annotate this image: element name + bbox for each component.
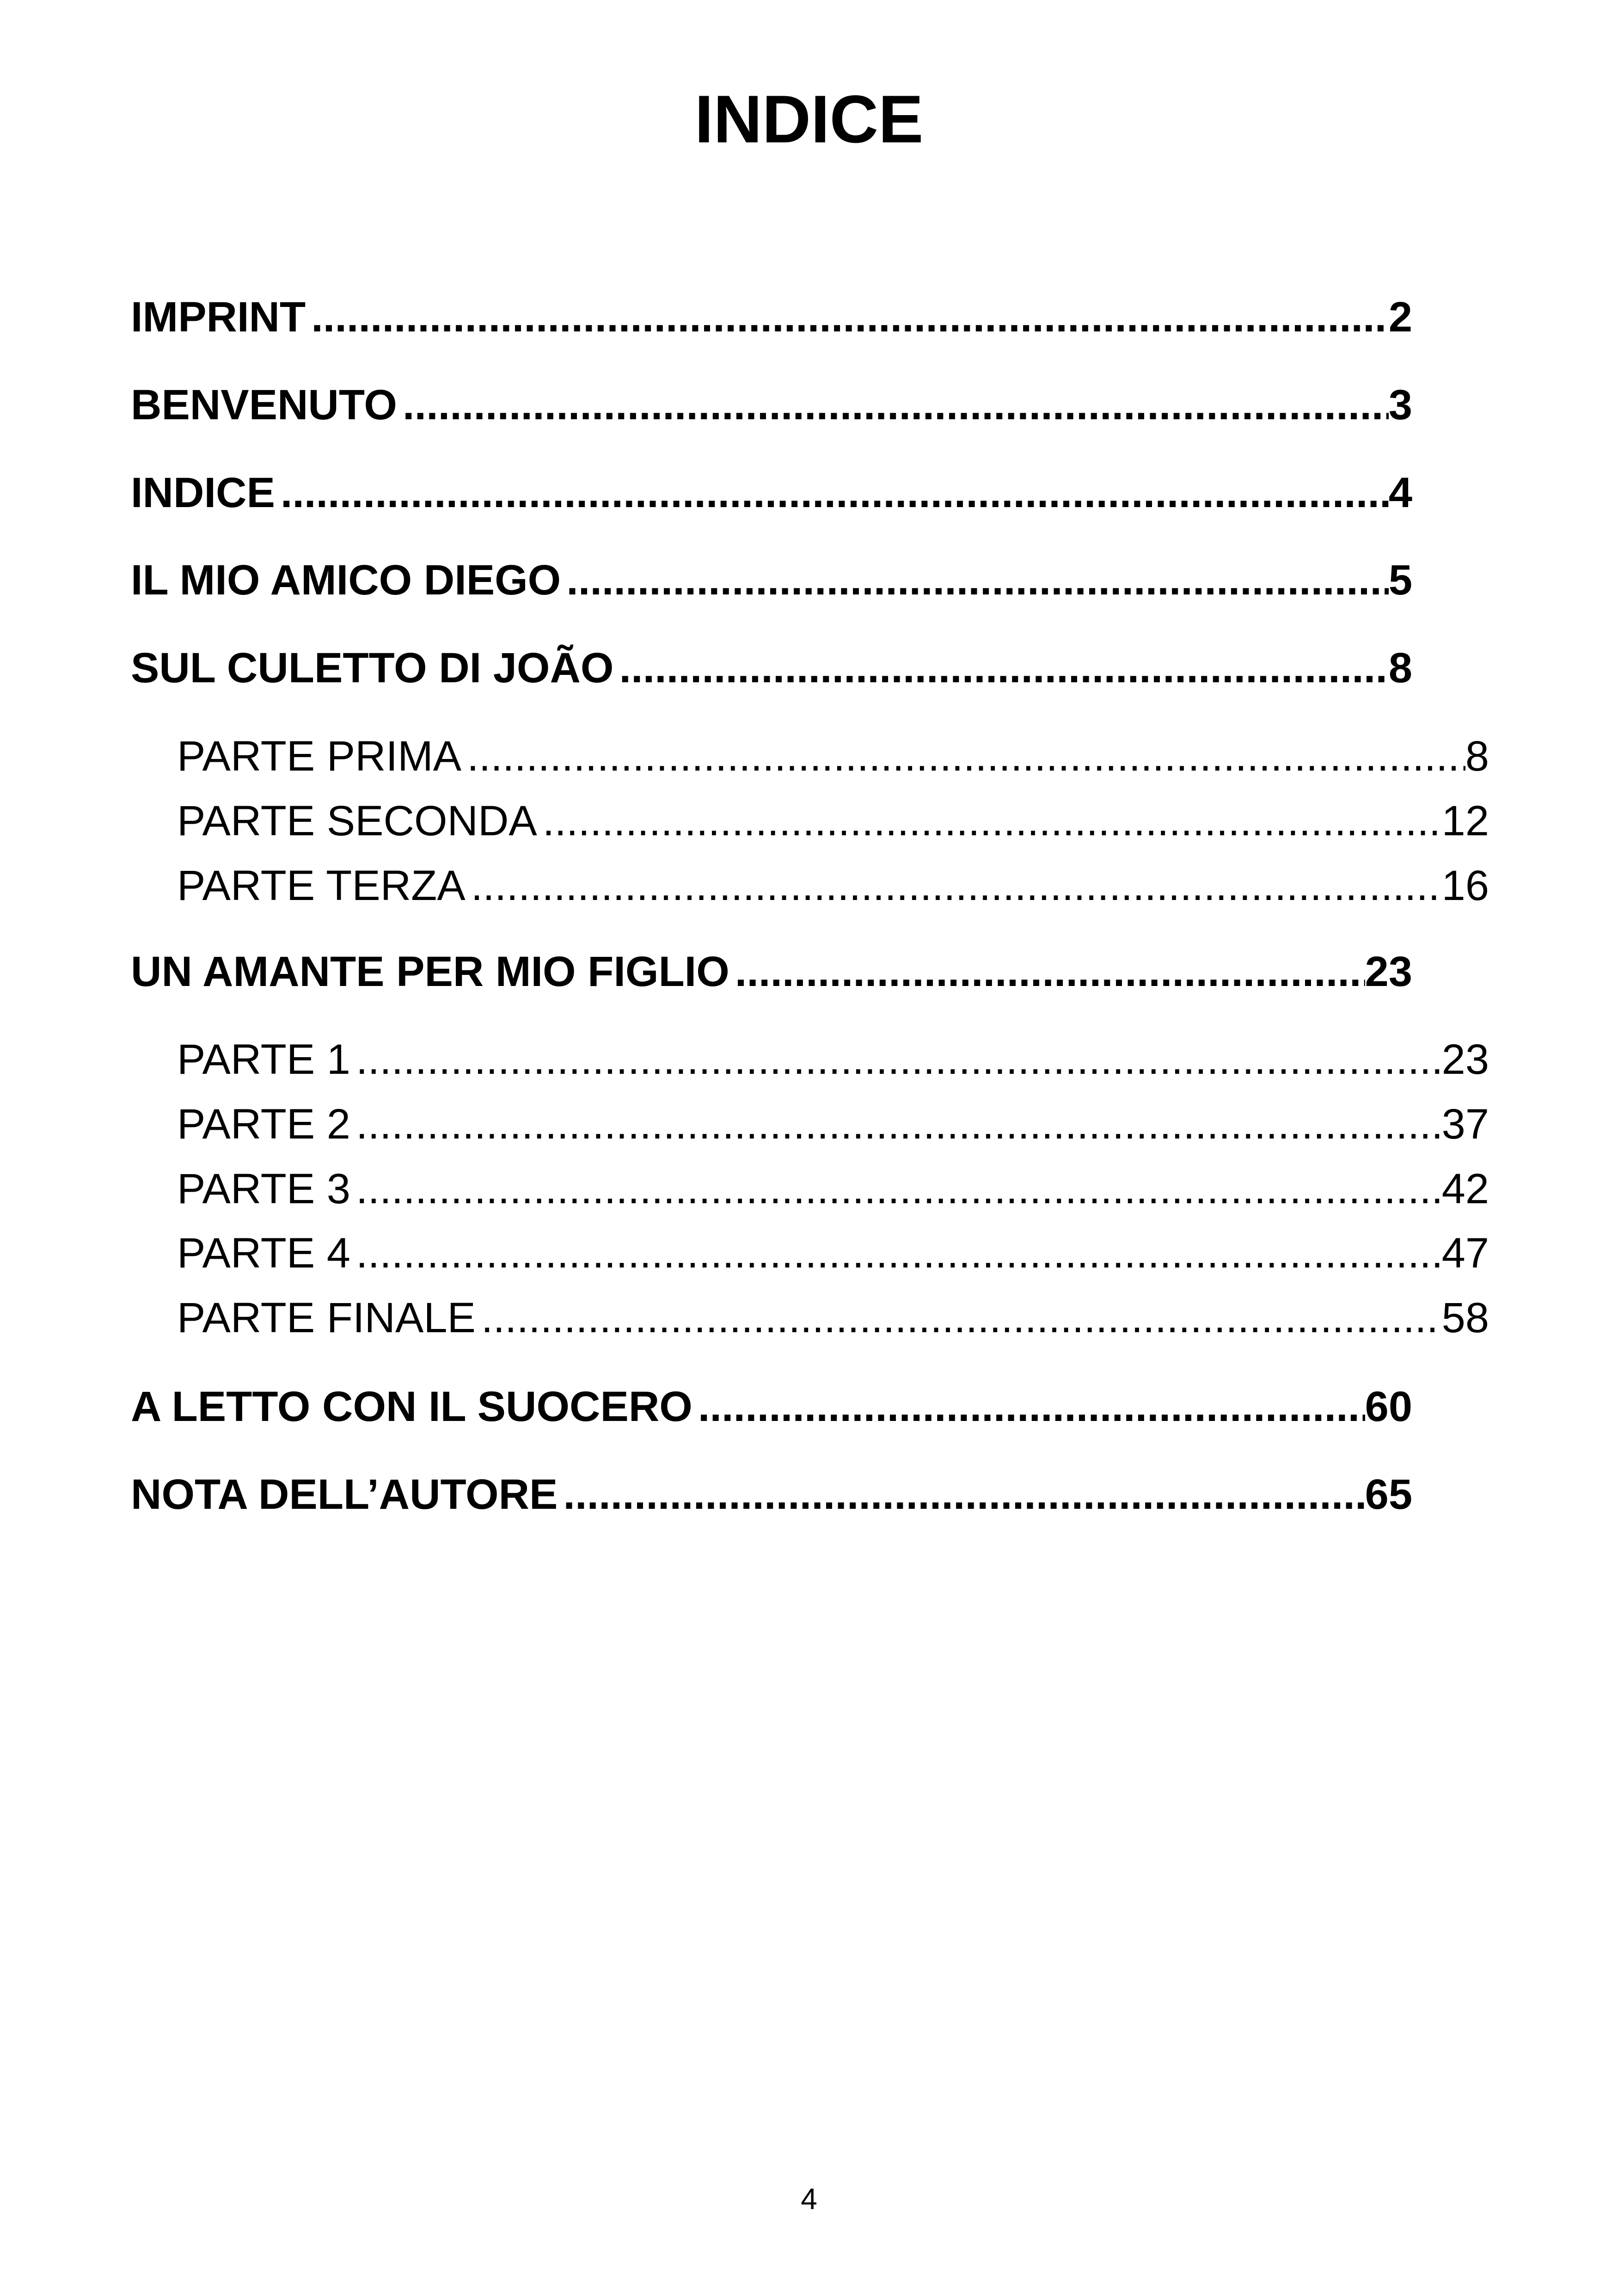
toc-entry-sul-culetto-di-joao[interactable] xyxy=(131,643,1412,693)
toc-subentry-page: 23 xyxy=(1441,1036,1489,1083)
toc-dot-leader xyxy=(350,1034,1442,1085)
page-number: 4 xyxy=(801,2182,817,2216)
toc-subentry-parte-finale[interactable] xyxy=(177,1292,1489,1343)
toc-entry-page: 23 xyxy=(1365,948,1412,995)
toc-entry-page: 65 xyxy=(1365,1471,1412,1518)
toc-subentry-parte-1[interactable] xyxy=(177,1034,1489,1085)
toc-entry-il-mio-amico-diego[interactable] xyxy=(131,555,1412,606)
toc-subentry-page: 12 xyxy=(1441,797,1489,845)
toc-dot-leader xyxy=(275,467,1389,518)
toc-entry-title: UN AMANTE PER MIO FIGLIO xyxy=(131,948,729,995)
toc-entry-page: 3 xyxy=(1388,381,1412,429)
toc-subentry-parte-4[interactable] xyxy=(177,1228,1489,1279)
toc-subentry-title: PARTE PRIMA xyxy=(177,733,462,780)
toc-subentry-page: 8 xyxy=(1465,733,1489,780)
toc-entry-indice[interactable] xyxy=(131,467,1412,518)
toc-dot-leader xyxy=(537,796,1442,846)
toc-dot-leader xyxy=(306,292,1389,343)
toc-entry-nota-dell-autore[interactable] xyxy=(131,1469,1412,1520)
toc-entry-benvenuto[interactable] xyxy=(131,380,1412,430)
toc-dot-leader xyxy=(466,860,1442,911)
page-title: INDICE xyxy=(694,81,924,157)
toc-dot-leader xyxy=(476,1292,1442,1343)
toc-subentry-page: 16 xyxy=(1441,862,1489,909)
toc-entry-title: A LETTO CON IL SUOCERO xyxy=(131,1383,693,1430)
toc-entry-page: 2 xyxy=(1388,294,1412,341)
toc-subentry-page: 58 xyxy=(1441,1294,1489,1341)
toc-dot-leader xyxy=(350,1099,1442,1150)
toc-dot-leader xyxy=(729,946,1365,997)
toc-subentry-title: PARTE 4 xyxy=(177,1230,350,1277)
toc-entry-page: 5 xyxy=(1388,557,1412,604)
toc-entry-title: BENVENUTO xyxy=(131,381,397,429)
toc-entry-un-amante-per-mio-figlio[interactable] xyxy=(131,946,1412,997)
toc-dot-leader xyxy=(350,1163,1442,1214)
toc-subentry-parte-seconda[interactable] xyxy=(177,796,1489,846)
toc-entry-page: 4 xyxy=(1388,469,1412,516)
toc-subentry-title: PARTE SECONDA xyxy=(177,797,537,845)
toc-entry-imprint[interactable] xyxy=(131,292,1412,343)
toc-subentry-parte-prima[interactable] xyxy=(177,731,1489,782)
toc-entry-page: 60 xyxy=(1365,1383,1412,1430)
toc-subentry-page: 42 xyxy=(1441,1165,1489,1212)
toc-subentry-page: 47 xyxy=(1441,1230,1489,1277)
toc-entry-page: 8 xyxy=(1388,644,1412,692)
toc-subentry-title: PARTE 1 xyxy=(177,1036,350,1083)
toc-dot-leader xyxy=(561,555,1389,606)
toc-dot-leader xyxy=(613,643,1388,693)
toc-entry-title: NOTA DELL’AUTORE xyxy=(131,1471,558,1518)
toc-entry-a-letto-con-il-suocero[interactable] xyxy=(131,1381,1412,1432)
toc-subentry-title: PARTE 3 xyxy=(177,1165,350,1212)
toc-subentry-title: PARTE TERZA xyxy=(177,862,466,909)
toc-subentry-parte-2[interactable] xyxy=(177,1099,1489,1150)
toc-dot-leader xyxy=(693,1381,1365,1432)
toc-subentry-page: 37 xyxy=(1441,1101,1489,1148)
toc-entry-title: SUL CULETTO DI JOÃO xyxy=(131,644,614,692)
toc-dot-leader xyxy=(461,731,1465,782)
toc-dot-leader xyxy=(350,1228,1442,1279)
toc-subentry-parte-3[interactable] xyxy=(177,1163,1489,1214)
toc-subentry-title: PARTE 2 xyxy=(177,1101,350,1148)
toc-dot-leader xyxy=(397,380,1389,430)
toc-entry-title: INDICE xyxy=(131,469,275,516)
toc-subentry-parte-terza[interactable] xyxy=(177,860,1489,911)
toc-entry-title: IL MIO AMICO DIEGO xyxy=(131,557,561,604)
toc-dot-leader xyxy=(558,1469,1365,1520)
toc-entry-title: IMPRINT xyxy=(131,294,306,341)
toc-subentry-title: PARTE FINALE xyxy=(177,1294,476,1341)
